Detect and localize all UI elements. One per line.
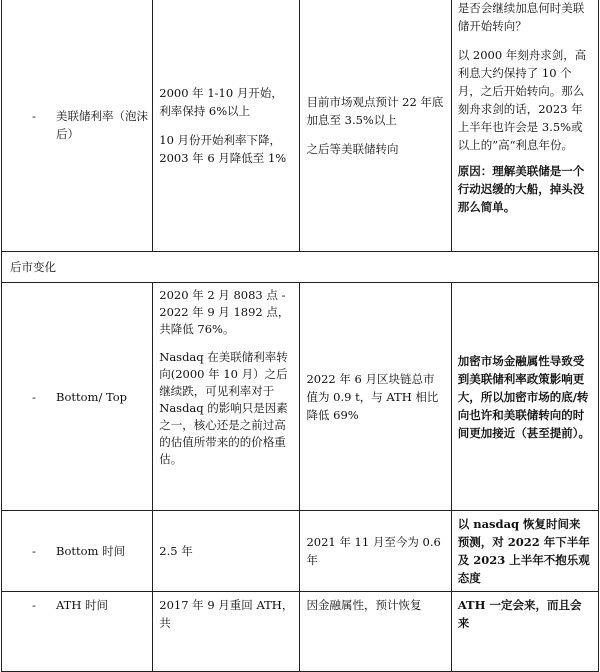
current-text: 因金融属性，预计恢复 [306, 598, 422, 612]
history-text: 2000 年 1-10 月开始，利率保持 6%以上 [159, 85, 283, 118]
table-row [2, 511, 599, 592]
history-text: 2017 年 9 月重回 ATH，共 [159, 598, 294, 630]
analysis-cell [451, 511, 598, 592]
analysis-cell [451, 283, 598, 511]
row-label-cell [2, 283, 153, 511]
current-text: 2021 年 11 月至今为 0.6 年 [306, 535, 441, 567]
row-label-cell [2, 0, 153, 252]
history-cell [153, 592, 300, 672]
table-row [2, 283, 599, 511]
analysis-cell [451, 592, 598, 672]
analysis-text: 以 2000 年刻舟求剑，高利息大约保持了 10 个月，之后开始转向。那么刻舟求剑的话，2023 年上半年也许会是 3.5%或以上的”高“利息年份。 [457, 48, 587, 152]
bullet-dash: - [32, 109, 36, 123]
section-title: 后市变化 [10, 260, 56, 274]
history-cell [153, 511, 300, 592]
history-cell [153, 283, 300, 511]
analysis-text: 以 nasdaq 恢复时间来预测，对 2022 年下半年及 2023 上半年不抱乐观态度 [457, 517, 590, 585]
table-row [2, 0, 599, 252]
row-label: ATH 时间 [56, 598, 109, 612]
current-text: 目前市场观点预计 22 年底加息至 3.5%以上 [306, 94, 444, 127]
current-text: 之后等美联储转向 [306, 141, 399, 156]
section-row [2, 252, 599, 283]
current-cell [300, 592, 451, 672]
analysis-text: 原因：理解美联储是一个行动迟缓的大船，掉头没那么简单。 [457, 164, 585, 214]
history-cell [153, 0, 300, 252]
current-cell [300, 511, 451, 592]
current-cell [300, 0, 451, 252]
analysis-text: ATH 一定会来，而且会来 [457, 598, 582, 630]
history-text: 2020 年 2 月 8083 点 - 2022 年 9 月 1892 点，共降低 76%。 [159, 288, 290, 336]
row-label-cell [2, 511, 153, 592]
row-label: Bottom 时间 [56, 544, 126, 558]
row-label: 美联储利率（泡沫后） [56, 109, 148, 141]
history-text: 2.5 年 [159, 544, 193, 558]
analysis-text: 是否会继续加息何时美联储开始转向？ [457, 1, 585, 33]
history-text: Nasdaq 在美联储利率转向(2000 年 10 月）之后继续跌，可见利率对于 Nasdaq 的影响只是因素之一，核心还是之前过高的估值所带来的的价格重估。 [159, 350, 288, 466]
bullet-dash: - [32, 389, 36, 404]
section-header [2, 252, 599, 283]
row-label-cell [2, 592, 153, 672]
comparison-table [1, 0, 599, 672]
row-label: Bottom/ Top [56, 389, 128, 404]
current-text: 2022 年 6 月区块链总市值为 0.9 t，与 ATH 相比降低 69% [306, 371, 439, 422]
bullet-dash: - [32, 598, 36, 612]
history-text: 10 月份开始利率下降，2003 年 6 月降低至 1% [159, 132, 287, 165]
analysis-text: 加密市场金融属性导致受到美联储利率政策影响更大，所以加密市场的底/转向也许和美联储转向的时间更加接近（甚至提前）。 [457, 353, 590, 440]
current-cell [300, 283, 451, 511]
bullet-dash: - [32, 544, 36, 558]
table-row [2, 592, 599, 672]
analysis-cell [451, 0, 598, 252]
